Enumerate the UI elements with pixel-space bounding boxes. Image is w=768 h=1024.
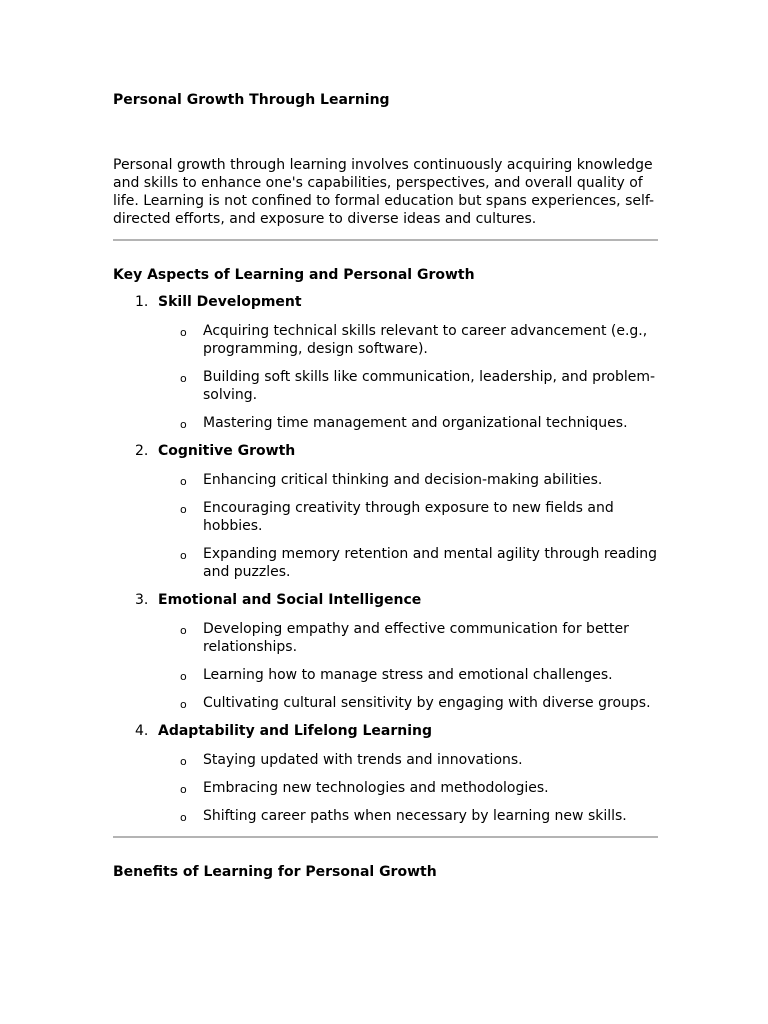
- point-text: Encouraging creativity through exposure to new fields and hobbies.: [203, 500, 614, 534]
- list-item: [158, 322, 658, 358]
- list-item: [158, 414, 658, 432]
- point-text: Mastering time management and organizational techniques.: [203, 415, 628, 431]
- aspect-item: [113, 591, 658, 712]
- aspect-title: Skill Development: [158, 294, 302, 310]
- point-text: Learning how to manage stress and emotional challenges.: [203, 667, 613, 683]
- point-text: Staying updated with trends and innovations.: [203, 752, 523, 768]
- aspect-item: [113, 293, 658, 432]
- aspect-points: [158, 322, 658, 432]
- list-item: [158, 471, 658, 489]
- list-item: [158, 499, 658, 535]
- bullet-icon: o: [180, 755, 187, 768]
- point-text: Enhancing critical thinking and decision-making abilities.: [203, 472, 603, 488]
- aspect-number: 4.: [135, 723, 149, 739]
- bullet-icon: o: [180, 372, 187, 385]
- bullet-icon: o: [180, 418, 187, 431]
- point-text: Cultivating cultural sensitivity by engaging with diverse groups.: [203, 695, 651, 711]
- point-text: Expanding memory retention and mental agility through reading and puzzles.: [203, 546, 658, 580]
- bullet-icon: o: [180, 783, 187, 796]
- section-divider: [113, 836, 658, 838]
- document-body: [113, 91, 658, 882]
- aspect-title: Cognitive Growth: [158, 443, 296, 459]
- list-item: [158, 620, 658, 656]
- bullet-icon: o: [180, 326, 187, 339]
- list-item: [158, 694, 658, 712]
- intro-paragraph: Personal growth through learning involves continuously acquiring knowledge and skills to enhance one's capabilities, perspectives, and overall quality of life. Learning is not confined to formal education but spans experiences, self-directed efforts, and exposure to diverse ideas and cultures.: [113, 157, 655, 227]
- point-text: Shifting career paths when necessary by learning new skills.: [203, 808, 627, 824]
- point-text: Developing empathy and effective communication for better relationships.: [203, 621, 629, 655]
- aspect-number: 1.: [135, 294, 149, 310]
- aspect-points: [158, 620, 658, 712]
- point-text: Acquiring technical skills relevant to career advancement (e.g., programming, design software).: [203, 323, 648, 357]
- bullet-icon: o: [180, 503, 187, 516]
- bullet-icon: o: [180, 624, 187, 637]
- bullet-icon: o: [180, 475, 187, 488]
- aspects-list: [113, 293, 658, 825]
- section-divider: [113, 239, 658, 241]
- key-aspects-heading: Key Aspects of Learning and Personal Growth: [113, 267, 475, 283]
- list-item: [158, 751, 658, 769]
- bullet-icon: o: [180, 670, 187, 683]
- bullet-icon: o: [180, 698, 187, 711]
- list-item: [158, 779, 658, 797]
- aspect-points: [158, 471, 658, 581]
- point-text: Embracing new technologies and methodologies.: [203, 780, 549, 796]
- bullet-icon: o: [180, 549, 187, 562]
- document-title: Personal Growth Through Learning: [113, 92, 390, 108]
- aspect-item: [113, 442, 658, 581]
- list-item: [158, 368, 658, 404]
- aspect-points: [158, 751, 658, 825]
- benefits-heading: Benefits of Learning for Personal Growth: [113, 864, 437, 880]
- list-item: [158, 666, 658, 684]
- list-item: [158, 545, 658, 581]
- bullet-icon: o: [180, 811, 187, 824]
- list-item: [158, 807, 658, 825]
- aspect-title: Emotional and Social Intelligence: [158, 592, 422, 608]
- aspect-item: [113, 722, 658, 825]
- aspect-title: Adaptability and Lifelong Learning: [158, 723, 432, 739]
- point-text: Building soft skills like communication, leadership, and problem-solving.: [203, 369, 656, 403]
- aspect-number: 3.: [135, 592, 149, 608]
- aspect-number: 2.: [135, 443, 149, 459]
